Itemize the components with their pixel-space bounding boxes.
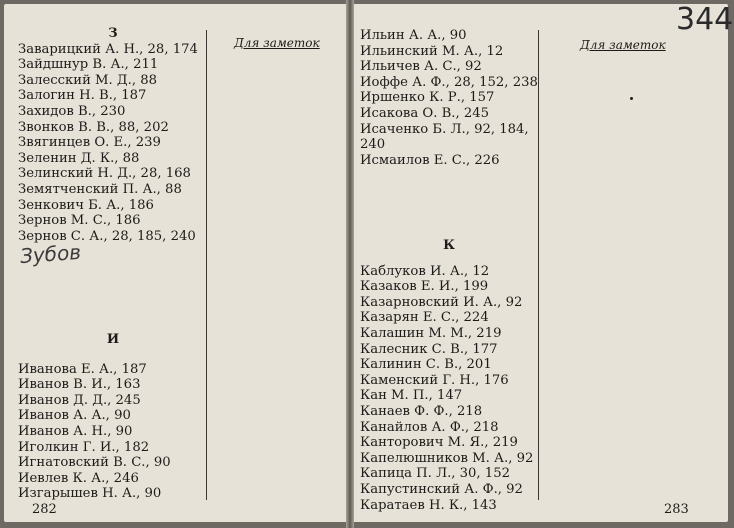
index-entry: Залесский М. Д., 88 xyxy=(18,72,158,88)
index-entry: Зенкович Б. А., 186 xyxy=(18,197,154,213)
notes-header-right: Для заметок xyxy=(580,38,666,52)
index-entry: Иевлев К. А., 246 xyxy=(18,470,139,486)
index-entry: Казарян Е. С., 224 xyxy=(360,310,489,326)
section-letter-z: З xyxy=(108,26,118,41)
index-entry: Ильичев А. С., 92 xyxy=(360,59,482,75)
page-number-left: 282 xyxy=(32,502,57,517)
index-entry: Калашин М. М., 219 xyxy=(360,325,502,341)
index-entry: Иванов А. А., 90 xyxy=(18,408,131,424)
index-entry: Иоффе А. Ф., 28, 152, 238 xyxy=(360,74,538,90)
section-letter-k: К xyxy=(443,238,455,253)
index-entry: Канайлов А. Ф., 218 xyxy=(360,419,499,435)
section-letter-i: И xyxy=(106,332,120,347)
book-gutter xyxy=(346,0,354,528)
index-list-i xyxy=(18,362,208,502)
handwritten-page-number: 344 xyxy=(676,2,734,37)
index-entry: Калесник С. В., 177 xyxy=(360,341,498,357)
index-entry: Иголкин Г. И., 182 xyxy=(18,439,150,455)
index-entry: Капелюшников М. А., 92 xyxy=(360,450,534,466)
index-entry: Калинин С. В., 201 xyxy=(360,357,492,373)
index-entry: Исмаилов Е. С., 226 xyxy=(360,152,500,168)
index-entry: Звягинцев О. Е., 239 xyxy=(18,135,161,151)
index-entry: Зеленин Д. К., 88 xyxy=(18,150,140,166)
index-entry: Иванов В. И., 163 xyxy=(18,377,141,393)
index-list-i-continued xyxy=(360,28,538,168)
index-column-right-top xyxy=(360,28,538,168)
index-column-left-bottom xyxy=(18,332,208,502)
index-entry: Ильин А. А., 90 xyxy=(360,28,467,43)
index-entry: Канаев Ф. Ф., 218 xyxy=(360,403,483,419)
index-entry: Казарновский И. А., 92 xyxy=(360,294,523,310)
column-divider-right xyxy=(538,30,539,500)
index-column-left-top xyxy=(18,26,208,244)
notes-header-left: Для заметок xyxy=(234,36,320,50)
index-entry: Земятченский П. А., 88 xyxy=(18,181,182,197)
index-entry: Каратаев Н. К., 143 xyxy=(360,497,497,513)
index-entry: Исаченко Б. Л., 92, 184, 240 xyxy=(360,121,529,153)
index-entry: Иршенко К. Р., 157 xyxy=(360,90,495,106)
index-entry: Казаков Е. И., 199 xyxy=(360,279,489,295)
index-column-right-bottom xyxy=(360,238,538,513)
index-entry: Иванов Д. Д., 245 xyxy=(18,392,141,408)
index-entry: Кан М. П., 147 xyxy=(360,388,463,404)
index-entry: Исакова О. В., 245 xyxy=(360,105,490,121)
index-entry: Зернов С. А., 28, 185, 240 xyxy=(18,228,196,244)
index-entry: Капустинский А. Ф., 92 xyxy=(360,481,523,497)
index-entry: Звонков В. В., 88, 202 xyxy=(18,119,169,135)
index-entry: Зелинский Н. Д., 28, 168 xyxy=(18,166,191,182)
index-entry: Залогин Н. В., 187 xyxy=(18,88,147,104)
index-entry: Заварицкий А. Н., 28, 174 xyxy=(18,41,198,57)
index-entry: Ильинский М. А., 12 xyxy=(360,43,504,59)
index-entry: Захидов В., 230 xyxy=(18,103,126,119)
ink-dot xyxy=(630,97,633,100)
page-number-right: 283 xyxy=(664,502,689,517)
index-entry: Изгарышев Н. А., 90 xyxy=(18,486,162,502)
index-entry: Капица П. Л., 30, 152 xyxy=(360,466,510,482)
index-entry: Каменский Г. Н., 176 xyxy=(360,372,509,388)
index-entry: Игнатовский В. С., 90 xyxy=(18,455,171,471)
index-entry: Иванова Е. А., 187 xyxy=(18,361,147,377)
index-entry: Зайдшнур В. А., 211 xyxy=(18,57,159,73)
index-list-k xyxy=(360,264,538,514)
index-entry: Каблуков И. А., 12 xyxy=(360,263,490,279)
column-divider-left xyxy=(206,30,207,500)
index-entry: Канторович М. Я., 219 xyxy=(360,435,518,451)
handwritten-note: Зубов xyxy=(19,239,82,269)
index-entry: Иванов А. Н., 90 xyxy=(18,423,133,439)
index-entry: Зернов М. С., 186 xyxy=(18,213,141,229)
index-list-z xyxy=(18,42,208,245)
